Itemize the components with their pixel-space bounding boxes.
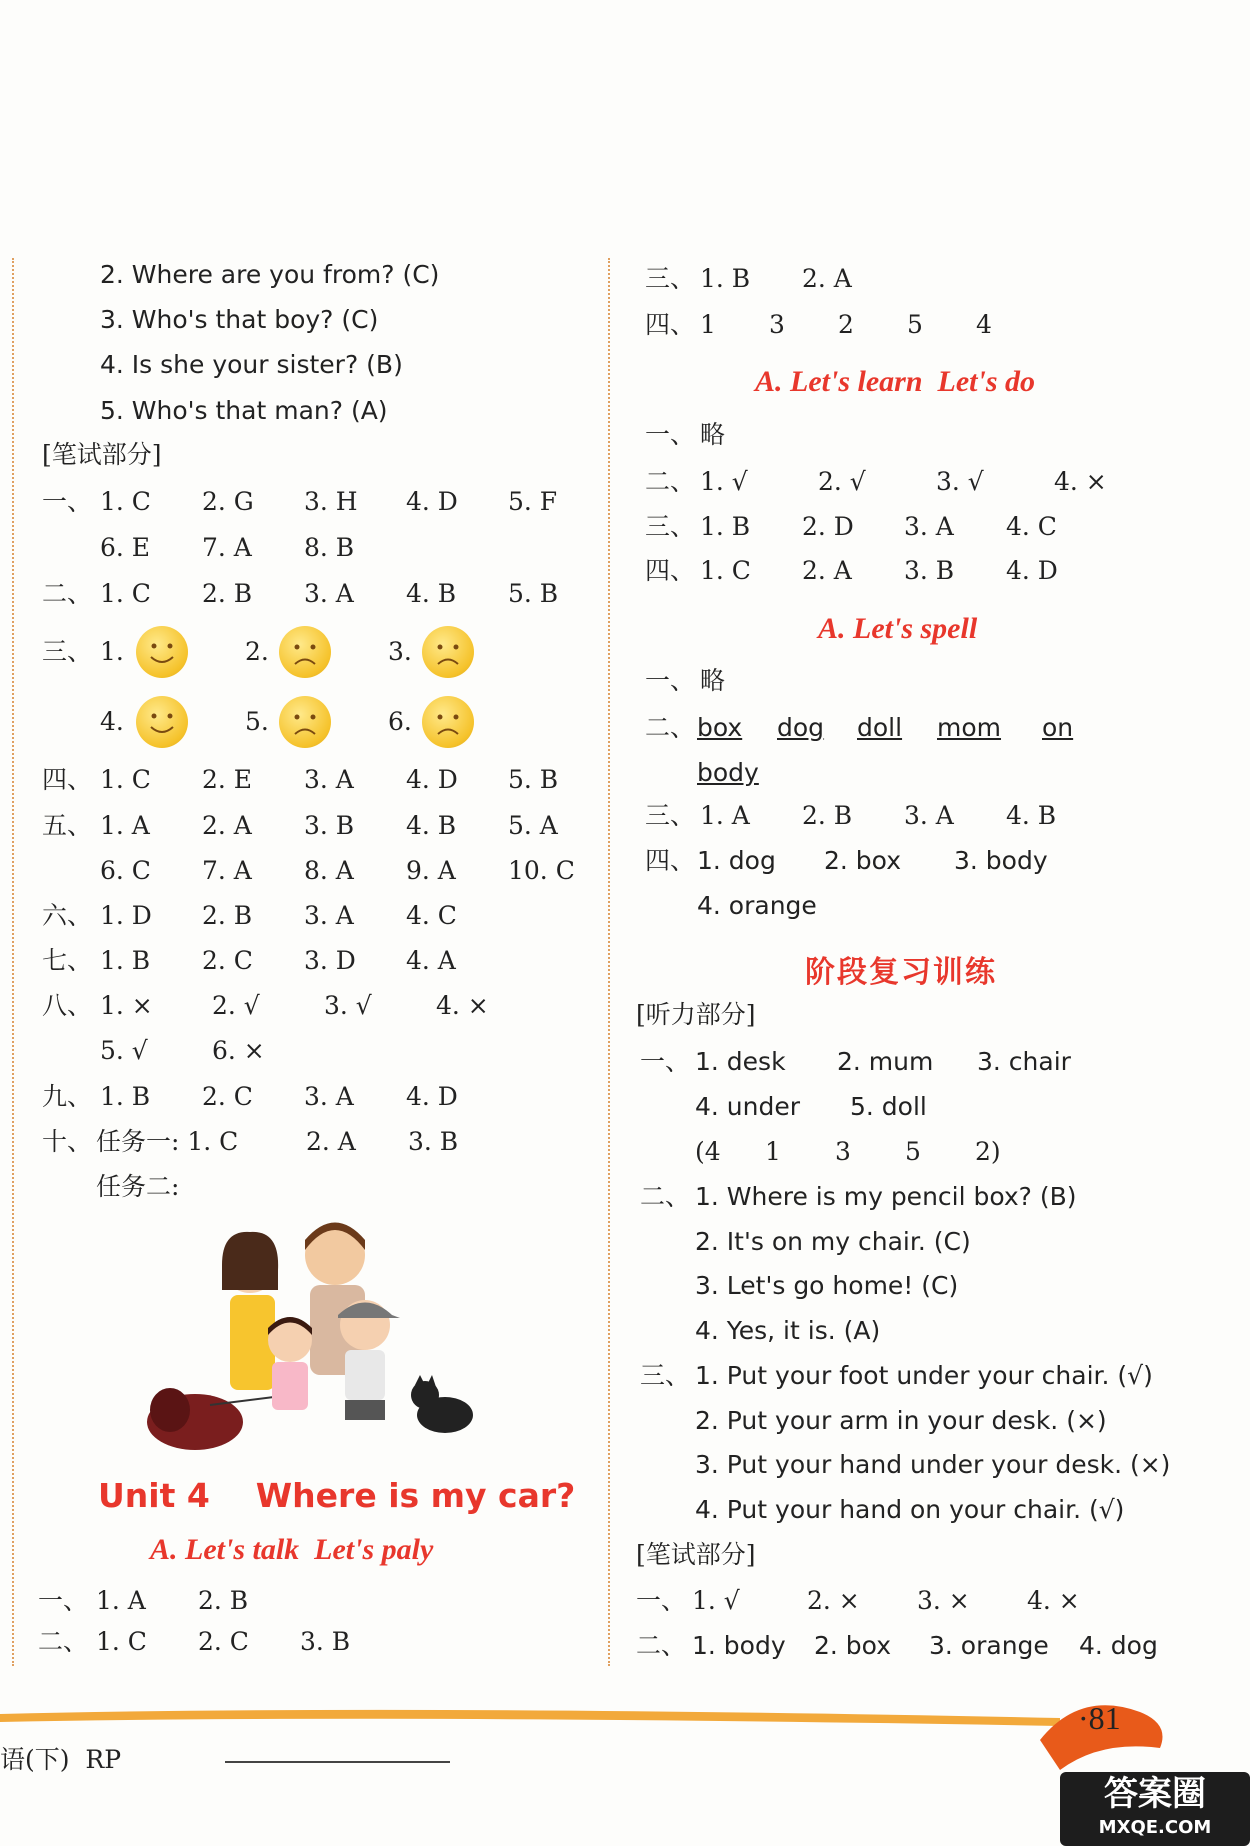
answer-item: 2. E — [202, 765, 253, 794]
answer-item: 4. × — [1027, 1586, 1080, 1615]
question-number: 一、 — [645, 420, 696, 449]
answer-item: 4. C — [406, 901, 457, 930]
column-divider — [608, 258, 610, 1666]
answer-row — [700, 310, 992, 340]
answer-item: 7. A — [202, 533, 252, 562]
answer-item: 3. A — [304, 765, 354, 794]
spelling-word: dog — [777, 713, 825, 742]
question-number: 二、 — [645, 467, 696, 496]
answer-item: 1. × — [100, 991, 153, 1020]
question-number: 四、 — [42, 765, 93, 794]
sad-face-icon — [422, 696, 474, 748]
answer-item: 8. A — [304, 856, 354, 885]
answer-item: 3. H — [304, 487, 358, 516]
answer-row — [96, 1586, 248, 1616]
answer-item: 3. B — [904, 556, 955, 585]
answer-item: 2. B — [198, 1586, 249, 1615]
answer-row — [700, 801, 1056, 831]
answer-item: 4. × — [1054, 467, 1107, 496]
answer-item: 1. D — [100, 901, 152, 930]
face-label: 6. — [388, 707, 412, 736]
written-section-label: [笔试部分] — [636, 1540, 756, 1569]
answer-item: 4. A — [406, 946, 456, 975]
answer-row — [100, 579, 558, 609]
review-title: 阶段复习训练 — [805, 955, 997, 990]
question-number: 二、 — [640, 1182, 691, 1211]
face-label: 5. — [245, 707, 269, 736]
answer-item: 2. B — [202, 579, 253, 608]
answer-row — [100, 533, 354, 563]
question-number: 五、 — [42, 811, 93, 840]
answer-item: 9. A — [406, 856, 456, 885]
answer-row — [100, 765, 558, 795]
answer-item: 1. dog — [697, 846, 776, 875]
answer-row — [96, 1627, 350, 1657]
task-two-label: 任务二: — [96, 1172, 180, 1201]
question-number: 六、 — [42, 901, 93, 930]
answer-item: 2. A — [306, 1127, 356, 1156]
spelling-word: on — [1042, 713, 1074, 742]
answer-item: 5. √ — [100, 1036, 148, 1065]
section-heading: A. Let's talk Let's paly — [150, 1533, 434, 1566]
answer-item: 2. C — [202, 946, 253, 975]
answer-item: 1. A — [100, 811, 150, 840]
answer-item: 3. A — [904, 512, 954, 541]
question-number: 三、 — [645, 264, 696, 293]
answer-row — [100, 856, 575, 886]
answer-row — [697, 713, 1073, 743]
answer-row — [695, 1092, 927, 1122]
answer-item: 2) — [975, 1137, 1001, 1166]
answer-item: 3 — [769, 310, 785, 339]
answer-line: 3. Let's go home! (C) — [695, 1271, 959, 1300]
answer-item: 2. G — [202, 487, 254, 516]
answer-item: 5. A — [508, 811, 558, 840]
answer-row — [100, 811, 558, 841]
answer-item: 1 — [700, 310, 716, 339]
answer-item: 1. √ — [700, 467, 748, 496]
answer-item: 7. A — [202, 856, 252, 885]
answer-item: 4. under — [695, 1092, 801, 1121]
answer-item: 3. √ — [936, 467, 984, 496]
answer-item: 1. B — [100, 1082, 151, 1111]
answer-item: 1. desk — [695, 1047, 786, 1076]
answer-item: 5 — [905, 1137, 921, 1166]
answer-item: 3. orange — [929, 1631, 1049, 1660]
answer-item: 6. E — [100, 533, 151, 562]
question-number: 二、 — [636, 1631, 687, 1660]
answer-item: 任务一: 1. C — [96, 1127, 239, 1156]
answer-item: 1. C — [100, 765, 151, 794]
answer-item: 5. B — [508, 765, 559, 794]
sad-face-icon — [422, 626, 474, 678]
answer-item: 3. D — [304, 946, 356, 975]
answer-item: 2. A — [802, 556, 852, 585]
question-number: 二、 — [38, 1627, 89, 1656]
answer-item: 2. mum — [837, 1047, 934, 1076]
answer-item: 8. B — [304, 533, 355, 562]
spelling-word: mom — [937, 713, 1002, 742]
question-number: 四、 — [645, 310, 696, 339]
question-number: 一、 — [42, 487, 93, 516]
answer-row — [700, 556, 1058, 586]
watermark-logo — [1060, 1772, 1250, 1846]
answer-item: 2. A — [802, 264, 852, 293]
answer-item: 2. box — [824, 846, 901, 875]
answer-item: 2. B — [202, 901, 253, 930]
face-label: 4. — [100, 707, 124, 736]
question-number: 一、 — [645, 666, 696, 695]
question-number: 一、 — [636, 1586, 687, 1615]
answer-item: 1. C — [700, 556, 751, 585]
question-number: 九、 — [42, 1082, 93, 1111]
written-section-label: [笔试部分] — [42, 440, 162, 469]
answer-row — [695, 1047, 1071, 1077]
answer-line: 4. Is she your sister? (B) — [100, 350, 403, 379]
answer-item: 2. D — [802, 512, 854, 541]
answer-item: 3. A — [904, 801, 954, 830]
answer-item: 3. B — [300, 1627, 351, 1656]
answer-item: 2 — [838, 310, 854, 339]
watermark-domain: MXQE.COM — [1098, 1817, 1212, 1838]
answer-item: 1. √ — [692, 1586, 740, 1615]
answer-item: 4. D — [406, 765, 458, 794]
answer-line: 1. Put your foot under your chair. (√) — [695, 1361, 1153, 1390]
answer-item: 5. F — [508, 487, 558, 516]
answer-item: 1. B — [100, 946, 151, 975]
answer-row — [695, 1137, 1001, 1167]
sad-face-icon — [279, 626, 331, 678]
answer-line: 3. Who's that boy? (C) — [100, 305, 379, 334]
answer-line: 4. Yes, it is. (A) — [695, 1316, 881, 1345]
answer-item: 1. B — [700, 264, 751, 293]
answer-item: 4. B — [406, 811, 457, 840]
answer-item: 10. C — [508, 856, 575, 885]
left-margin-line — [12, 258, 14, 1666]
answer-item: 2. A — [202, 811, 252, 840]
smiling-face-icon — [136, 696, 188, 748]
answer-row — [96, 1127, 458, 1157]
listening-section-label: [听力部分] — [636, 1000, 756, 1029]
answer-row — [700, 467, 1107, 497]
answer-item: 2. C — [198, 1627, 249, 1656]
answer-line: 5. Who's that man? (A) — [100, 396, 388, 425]
answer-item: 1. C — [100, 579, 151, 608]
answer-item: 1. A — [700, 801, 750, 830]
answer-item: 略 — [700, 666, 726, 695]
answer-item: 2. √ — [818, 467, 866, 496]
answer-item: 2. B — [802, 801, 853, 830]
answer-item: 3. B — [304, 811, 355, 840]
answer-row — [697, 758, 759, 788]
question-number: 一、 — [640, 1047, 691, 1076]
face-label: 3. — [388, 637, 412, 666]
footer-band — [0, 1700, 1250, 1846]
answer-row — [692, 1586, 1080, 1616]
question-number: 四、 — [645, 556, 696, 585]
answer-item: 3. B — [408, 1127, 459, 1156]
section-heading: A. Let's learn Let's do — [755, 365, 1035, 398]
question-number: 三、 — [640, 1361, 691, 1390]
answer-item: 3. × — [917, 1586, 970, 1615]
answer-item: (4 — [695, 1137, 721, 1166]
answer-item: 1. C — [96, 1627, 147, 1656]
answer-row — [100, 901, 457, 931]
answer-item: 2. × — [807, 1586, 860, 1615]
answer-line: 2. Where are you from? (C) — [100, 260, 440, 289]
answer-item: 1 — [765, 1137, 781, 1166]
question-number: 八、 — [42, 991, 93, 1020]
answer-line: 3. Put your hand under your desk. (×) — [695, 1450, 1171, 1479]
answer-item: 3. A — [304, 579, 354, 608]
answer-row — [697, 846, 1048, 876]
watermark-text: 答案圈 — [1104, 1774, 1206, 1814]
spelling-word: doll — [857, 713, 903, 742]
answer-line: 2. Put your arm in your desk. (×) — [695, 1406, 1107, 1435]
answer-item: 4. dog — [1079, 1631, 1158, 1660]
answer-item: 3 — [835, 1137, 851, 1166]
answer-line: 1. Where is my pencil box? (B) — [695, 1182, 1077, 1211]
question-number: 十、 — [42, 1127, 93, 1156]
answer-item: 6. × — [212, 1036, 265, 1065]
answer-row — [100, 991, 489, 1021]
answer-item: 1. A — [96, 1586, 146, 1615]
answer-row — [100, 1036, 265, 1066]
answer-item: 3. √ — [324, 991, 372, 1020]
spelling-word: body — [697, 758, 759, 787]
question-number: 四、 — [645, 846, 696, 875]
question-number: 一、 — [38, 1586, 89, 1615]
answer-item: 5. doll — [850, 1092, 927, 1121]
answer-item: 2. √ — [212, 991, 260, 1020]
answer-row — [700, 512, 1057, 542]
answer-item: 3. A — [304, 1082, 354, 1111]
sad-face-icon — [279, 696, 331, 748]
answer-item: 3. body — [954, 846, 1048, 875]
answer-item: 4. orange — [697, 891, 817, 920]
page-number: ·81 — [1078, 1700, 1121, 1736]
question-number: 二、 — [645, 713, 696, 742]
family-illustration — [140, 1210, 490, 1464]
answer-item: 2. C — [202, 1082, 253, 1111]
answer-row — [100, 1082, 458, 1112]
answer-row — [697, 891, 817, 921]
question-number: 二、 — [42, 579, 93, 608]
answer-row — [700, 264, 852, 294]
question-number: 三、 — [42, 637, 93, 666]
answer-row — [100, 487, 557, 517]
footer-book-label: 语(下) RP — [0, 1745, 122, 1774]
section-heading: A. Let's spell — [818, 612, 978, 645]
face-label: 2. — [245, 637, 269, 666]
answer-item: 5. B — [508, 579, 559, 608]
answer-item: 4. D — [406, 1082, 458, 1111]
question-number: 七、 — [42, 946, 93, 975]
answer-item: 2. box — [814, 1631, 891, 1660]
answer-item: 5 — [907, 310, 923, 339]
unit-title: Unit 4 Where is my car? — [98, 1476, 576, 1515]
answer-item: 略 — [700, 420, 726, 449]
smiling-face-icon — [136, 626, 188, 678]
answer-item: 4. × — [436, 991, 489, 1020]
answer-item: 1. B — [700, 512, 751, 541]
answer-item: 4. C — [1006, 512, 1057, 541]
answer-item: 6. C — [100, 856, 151, 885]
answer-line: 4. Put your hand on your chair. (√) — [695, 1495, 1125, 1524]
answer-row — [100, 946, 456, 976]
answer-item: 4. D — [1006, 556, 1058, 585]
answer-item: 4. B — [406, 579, 457, 608]
answer-item: 3. chair — [977, 1047, 1071, 1076]
answer-item: 3. A — [304, 901, 354, 930]
answer-item: 4. D — [406, 487, 458, 516]
answer-item: 4. B — [1006, 801, 1057, 830]
answer-line: 2. It's on my chair. (C) — [695, 1227, 971, 1256]
face-label: 1. — [100, 637, 124, 666]
answer-item: 4 — [976, 310, 992, 339]
question-number: 三、 — [645, 801, 696, 830]
answer-row — [692, 1631, 1158, 1661]
answer-item: 1. body — [692, 1631, 786, 1660]
answer-item: 1. C — [100, 487, 151, 516]
spelling-word: box — [697, 713, 743, 742]
question-number: 三、 — [645, 512, 696, 541]
